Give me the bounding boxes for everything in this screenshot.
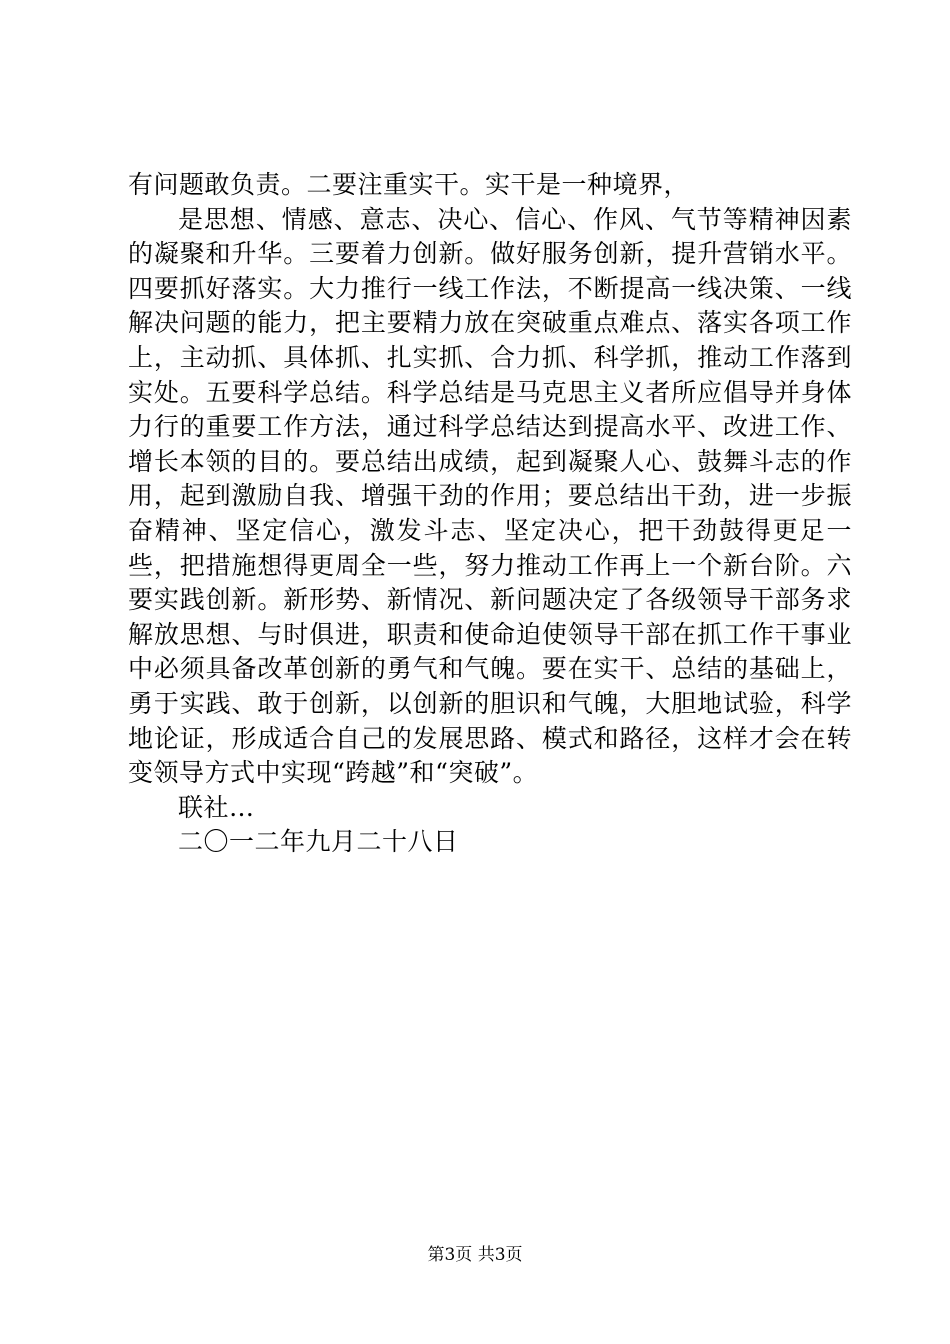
page-number-label: 第3页 共3页 <box>427 1245 523 1265</box>
signature-date: 二〇一二年九月二十八日 <box>178 827 459 857</box>
paragraph-continued: 有问题敢负责。二要注重实干。实干是一种境界， <box>128 170 690 199</box>
signature-organization: 联社… <box>178 792 255 822</box>
page-footer <box>0 1244 950 1266</box>
document-body <box>128 168 852 860</box>
paragraph-main: 是思想、情感、意志、决心、信心、作风、气节等精神因素的凝聚和升华。三要着力创新。做好服务创新，提升营销水平。四要抓好落实。大力推行一线工作法，不断提高一线决策、一线解决问题的能力，把主要精力放在突破重点难点、落实各项工作上，主动抓、具体抓、扎实抓、合力抓、科学抓，推动工作落到实处。五要科学总结。科学总结是马克思主义者所应倡导并身体力行的重要工作方法，通过科学总结达到提高水平、改进工作、增长本领的目的。要总结出成绩，起到凝聚人心、鼓舞斗志的作用，起到激励自我、增强干劲的作用；要总结出干劲，进一步振奋精神、坚定信心，激发斗志、坚定决心，把干劲鼓得更足一些，把措施想得更周全一些，努力推动工作再上一个新台阶。六要实践创新。新形势、新情况、新问题决定了各级领导干部务求解放思想、与时俱进，职责和使命迫使领导干部在抓工作干事业中必须具备改革创新的勇气和气魄。要在实干、总结的基础上，勇于实践、敢于创新，以创新的胆识和气魄，大胆地试验，科学地论证，形成适合自己的发展思路、模式和路径，这样才会在转变领导方式中实现“跨越”和“突破”。 <box>128 204 852 788</box>
